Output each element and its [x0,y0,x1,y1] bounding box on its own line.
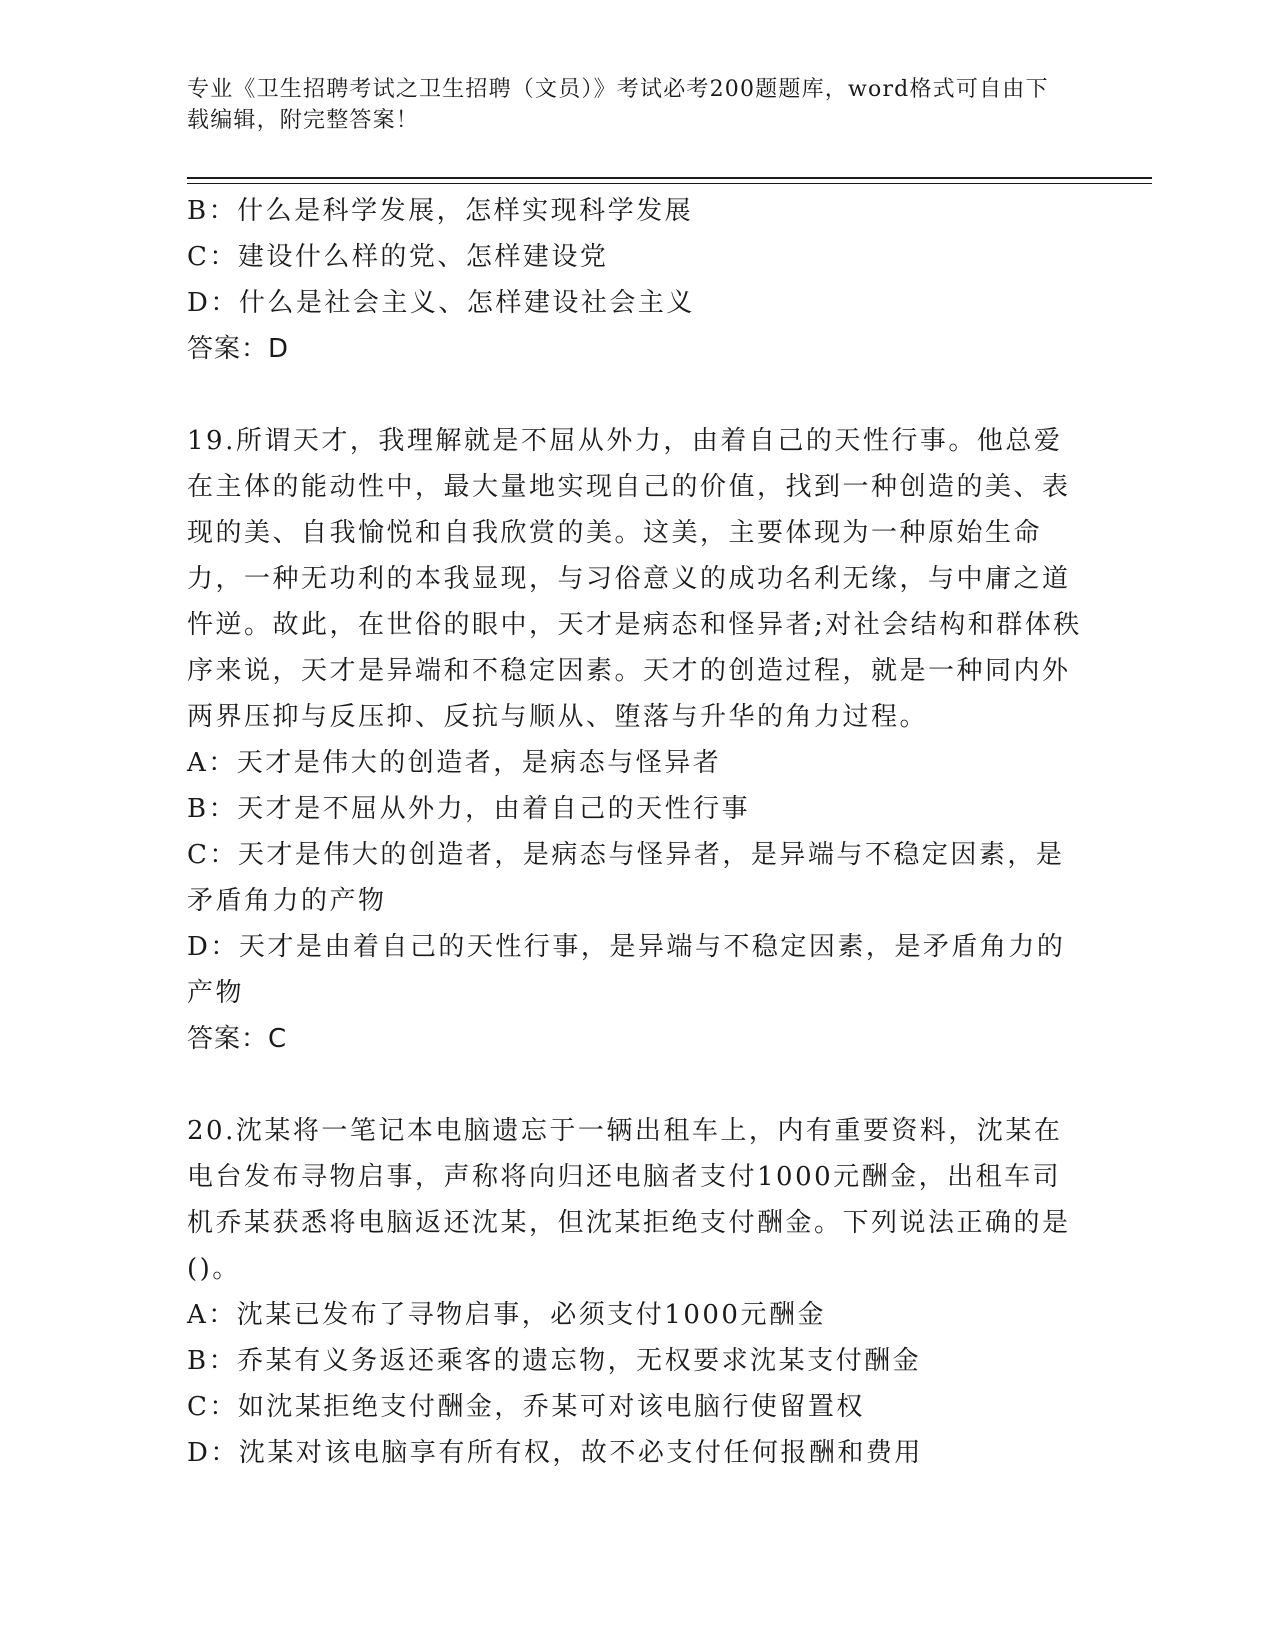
document-header: 专业《卫生招聘考试之卫生招聘（文员）》考试必考200题题库，word格式可自由下载编辑，附完整答案！ [187,77,1049,133]
q18-option-c: C：建设什么样的党、怎样建设党 [187,242,609,272]
q18-option-d: D：什么是社会主义、怎样建设社会主义 [187,288,695,318]
q20-option-a: A：沈某已发布了寻物启事，必须支付1000元酬金 [187,1300,826,1330]
question-spacer [187,1062,1087,1108]
document-body [187,188,1087,1476]
q20-option-c: C：如沈某拒绝支付酬金，乔某可对该电脑行使留置权 [187,1392,865,1422]
q18-answer: 答案：D [187,334,290,364]
header-divider-thin [187,183,1152,184]
q19-option-a: A：天才是伟大的创造者，是病态与怪异者 [187,748,722,778]
q19-option-d: D：天才是由着自己的天性行事，是异端与不稳定因素，是矛盾角力的产物 [187,932,1066,1008]
q19-option-c: C：天才是伟大的创造者，是病态与怪异者，是异端与不稳定因素，是矛盾角力的产物 [187,840,1065,916]
question-spacer [187,372,1087,418]
q20-option-d: D：沈某对该电脑享有所有权，故不必支付任何报酬和费用 [187,1438,923,1468]
q19-stem: 19.所谓天才，我理解就是不屈从外力，由着自己的天性行事。他总爱在主体的能动性中，最大量地实现自己的价值，找到一种创造的美、表现的美、自我愉悦和自我欣赏的美。这美，主要体现为一种原始生命力，一种无功利的本我显现，与习俗意义的成功名利无缘，与中庸之道忤逆。故此，在世俗的眼中，天才是病态和怪异者;对社会结构和群体秩序来说，天才是异端和不稳定因素。天才的创造过程，就是一种同内外两界压抑与反压抑、反抗与顺从、堕落与升华的角力过程。 [187,426,1082,732]
q19-option-b: B：天才是不屈从外力，由着自己的天性行事 [187,794,751,824]
q20-option-b: B：乔某有义务返还乘客的遗忘物，无权要求沈某支付酬金 [187,1346,922,1376]
q18-option-b: B：什么是科学发展，怎样实现科学发展 [187,196,694,226]
q20-stem: 20.沈某将一笔记本电脑遗忘于一辆出租车上，内有重要资料，沈某在电台发布寻物启事，声称将向归还电脑者支付1000元酬金，出租车司机乔某获悉将电脑返还沈某，但沈某拒绝支付酬金。下列说法正确的是()。 [187,1116,1071,1284]
header-divider-thick [187,177,1152,179]
q19-answer: 答案：C [187,1024,288,1054]
